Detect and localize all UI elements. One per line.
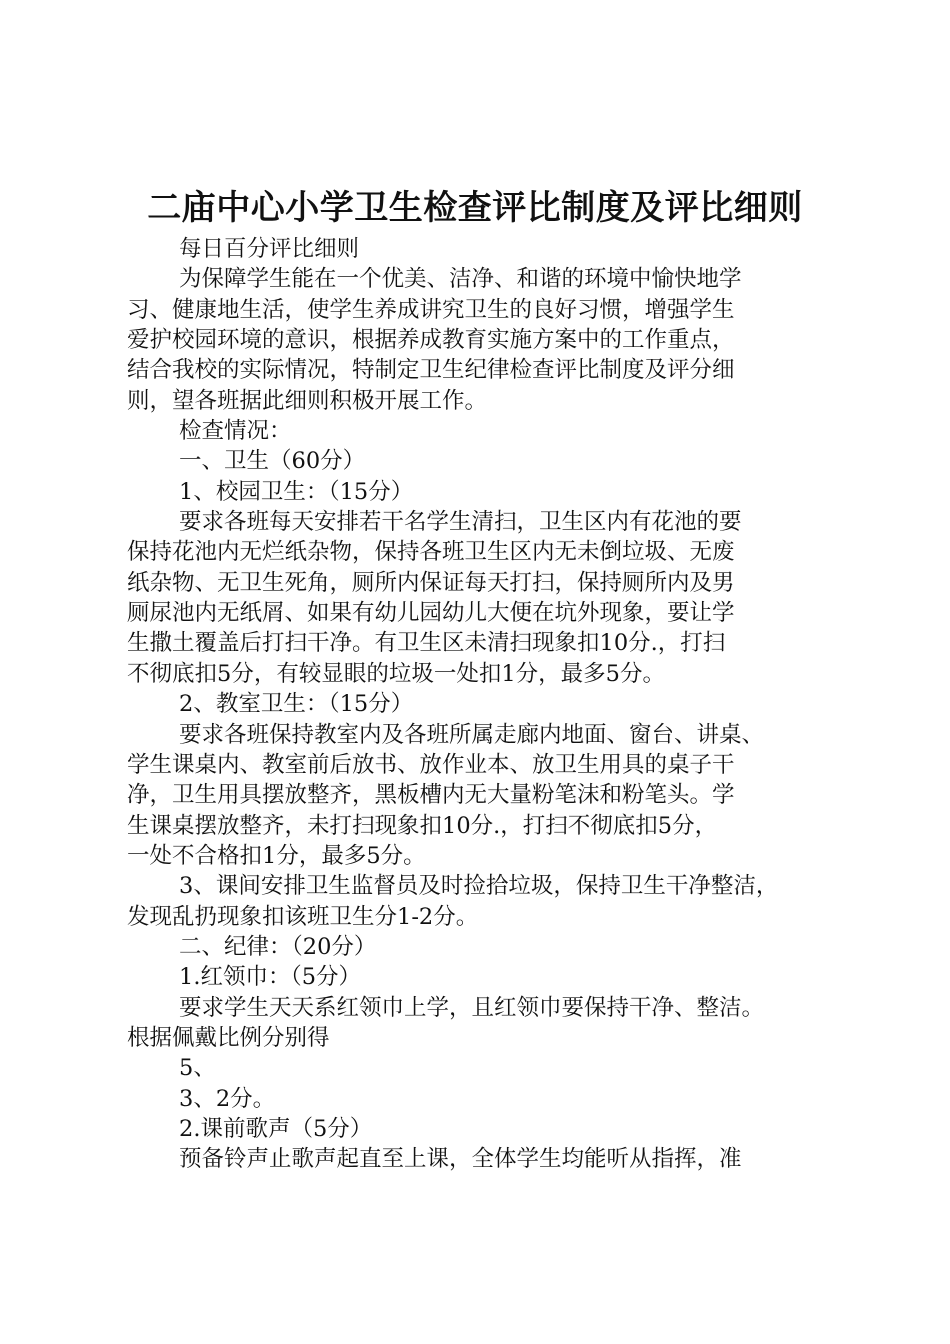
- text-line: 生撒土覆盖后打扫干净。有卫生区未清扫现象扣10分.，打扫: [127, 630, 726, 657]
- text-line: 习、健康地生活，使学生养成讲究卫生的良好习惯，增强学生: [127, 296, 735, 323]
- text-line: 检查情况：: [179, 418, 292, 445]
- text-line: 爱护校园环境的意识，根据养成教育实施方案中的工作重点，: [127, 327, 735, 354]
- text-line: 厕尿池内无纸屑、如果有幼儿园幼儿大便在坑外现象，要让学: [127, 600, 735, 627]
- text-line: 结合我校的实际情况，特制定卫生纪律检查评比制度及评分细: [127, 357, 735, 384]
- text-line: 3、2分。: [179, 1085, 276, 1112]
- text-line: 5、: [179, 1055, 216, 1082]
- text-line: 二、纪律：（20分）: [179, 933, 377, 960]
- text-line: 纸杂物、无卫生死角，厕所内保证每天打扫，保持厕所内及男: [127, 569, 735, 596]
- text-line: 根据佩戴比例分别得: [127, 1024, 330, 1051]
- text-line: 则，望各班据此细则积极开展工作。: [127, 387, 488, 414]
- text-line: 预备铃声止歌声起直至上课，全体学生均能听从指挥，准: [179, 1146, 742, 1173]
- text-line: 不彻底扣5分，有较显眼的垃圾一处扣1分，最多5分。: [127, 660, 665, 687]
- text-line: 1.红领巾：（5分）: [179, 964, 362, 991]
- text-line: 为保障学生能在一个优美、洁净、和谐的环境中愉快地学: [179, 266, 742, 293]
- text-line: 2.课前歌声（5分）: [179, 1115, 373, 1142]
- text-line: 3、课间安排卫生监督员及时捡拾垃圾，保持卫生干净整洁，: [179, 873, 779, 900]
- text-line: 一、卫生（60分）: [179, 448, 366, 475]
- text-line: 1、校园卫生：（15分）: [179, 478, 414, 505]
- text-line: 发现乱扔现象扣该班卫生分1-2分。: [127, 903, 479, 930]
- text-line: 学生课桌内、教室前后放书、放作业本、放卫生用具的桌子干: [127, 751, 735, 778]
- text-line: 一处不合格扣1分，最多5分。: [127, 842, 426, 869]
- text-line: 2、教室卫生：（15分）: [179, 691, 414, 718]
- text-line: 生课桌摆放整齐，未打扫现象扣10分.，打扫不彻底扣5分，: [127, 812, 718, 839]
- document-body: [127, 234, 837, 1175]
- text-line: 保持花池内无烂纸杂物，保持各班卫生区内无未倒垃圾、无废: [127, 539, 735, 566]
- text-line: 净，卫生用具摆放整齐，黑板槽内无大量粉笔沫和粉笔头。学: [127, 782, 735, 809]
- text-line: 每日百分评比细则: [179, 236, 360, 262]
- text-line: 要求各班每天安排若干名学生清扫，卫生区内有花池的要: [179, 509, 742, 536]
- text-line: 要求学生天天系红领巾上学，且红领巾要保持干净、整洁。: [179, 994, 765, 1021]
- text-line: 要求各班保持教室内及各班所属走廊内地面、窗台、讲桌、: [179, 721, 765, 748]
- document-title: 二庙中心小学卫生检查评比制度及评比细则: [147, 188, 803, 228]
